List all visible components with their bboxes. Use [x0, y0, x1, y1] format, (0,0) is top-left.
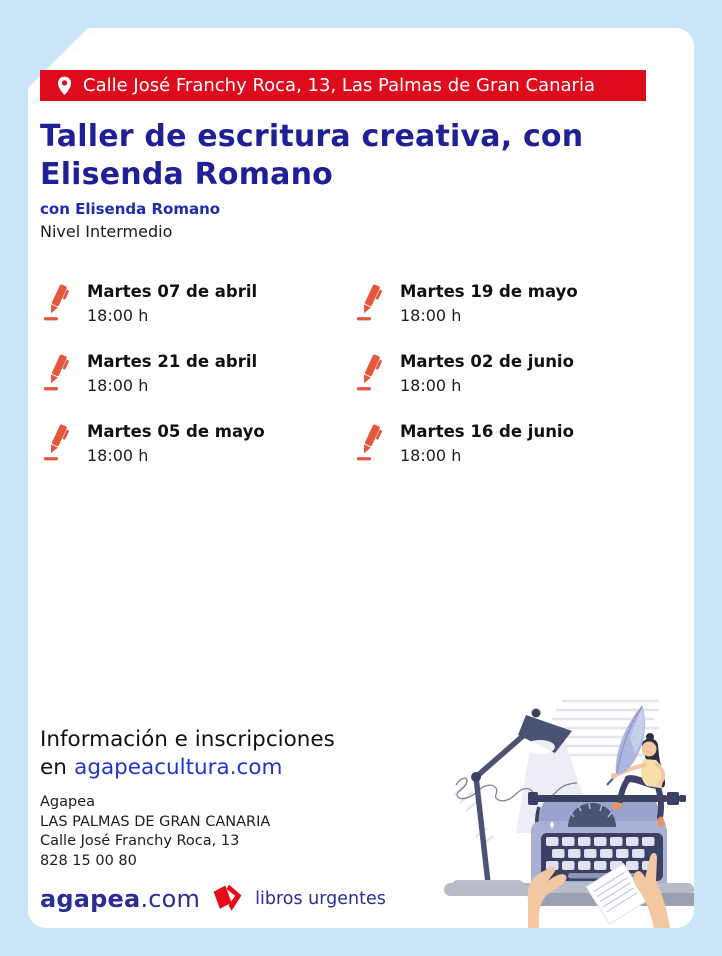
page-title: Taller de escritura creativa, con Elisenda Romano — [40, 119, 584, 192]
session-time: 18:00 h — [400, 446, 462, 465]
session-date: Martes 02 de junio — [400, 352, 574, 371]
location-pin-icon — [57, 76, 72, 96]
pen-icon — [355, 422, 387, 464]
pen-icon — [355, 352, 387, 394]
level-line: Nivel Intermedio — [40, 222, 173, 241]
session-time: 18:00 h — [400, 306, 462, 325]
logo-tagline: libros urgentes — [255, 889, 386, 909]
session-time: 18:00 h — [87, 446, 149, 465]
location-banner — [40, 70, 646, 101]
session-list — [42, 281, 672, 465]
brand-text — [40, 885, 200, 913]
session-item — [42, 281, 355, 325]
session-date: Martes 21 de abril — [87, 352, 258, 371]
brand-suffix: .com — [140, 885, 201, 913]
session-date: Martes 16 de junio — [400, 422, 574, 441]
session-time: 18:00 h — [87, 306, 149, 325]
session-item — [355, 421, 668, 465]
pen-icon — [42, 352, 74, 394]
session-date: Martes 19 de mayo — [400, 282, 578, 301]
banner-text: Calle José Franchy Roca, 13, Las Palmas de Gran Canaria — [83, 75, 595, 96]
pen-icon — [355, 282, 387, 324]
open-book-icon — [210, 880, 246, 918]
writer-on-typewriter-illustration — [444, 685, 694, 928]
session-time: 18:00 h — [400, 376, 462, 395]
info-block — [40, 726, 335, 782]
session-item — [42, 351, 355, 395]
instructor-line: con Elisenda Romano — [40, 200, 221, 218]
agapea-logo — [40, 880, 386, 918]
address-line: LAS PALMAS DE GRAN CANARIA — [40, 813, 271, 830]
brand-bold: agapea — [40, 885, 141, 913]
flyer-card — [28, 28, 694, 928]
address-line: Agapea — [40, 794, 96, 810]
address-line: Calle José Franchy Roca, 13 — [40, 833, 240, 849]
session-date: Martes 05 de mayo — [87, 422, 265, 441]
info-line1: Información e inscripciones — [40, 727, 335, 752]
address-line: 828 15 00 80 — [40, 852, 137, 869]
session-item — [42, 421, 355, 465]
pen-icon — [42, 422, 74, 464]
session-item — [355, 281, 668, 325]
pen-icon — [42, 282, 74, 324]
agapeacultura-link[interactable]: agapeacultura.com — [74, 755, 283, 780]
info-line2-prefix: en — [40, 755, 67, 780]
address-block — [40, 793, 270, 871]
session-item — [355, 351, 668, 395]
session-date: Martes 07 de abril — [87, 282, 258, 301]
session-time: 18:00 h — [87, 376, 149, 395]
